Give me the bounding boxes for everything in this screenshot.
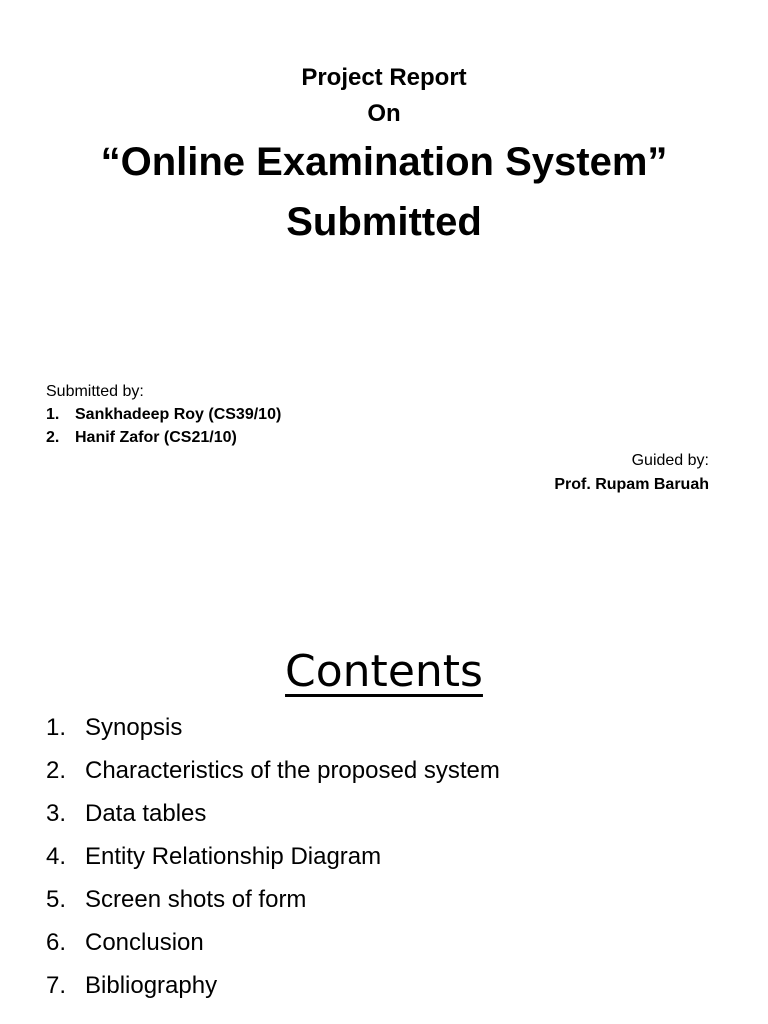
contents-item-data-tables: 3. Data tables [46, 800, 207, 827]
contents-item-screenshots: 5. Screen shots of form [46, 886, 307, 913]
submitted-heading: Submitted [286, 200, 482, 244]
contents-heading: Contents [285, 646, 483, 697]
contents-item-characteristics: 2. Characteristics of the proposed system [46, 757, 500, 784]
member-name: Sankhadeep Roy (CS39/10) [75, 406, 282, 423]
contents-item-er-diagram: 4. Entity Relationship Diagram [46, 843, 382, 870]
submitted-by-label: Submitted by: [46, 383, 144, 400]
member-number: 2. [46, 429, 60, 446]
contents-slide [0, 620, 768, 1024]
report-type-heading: Project Report [301, 64, 467, 91]
report-on-heading: On [367, 100, 401, 127]
contents-list [46, 706, 500, 1007]
member-number: 1. [46, 406, 60, 423]
member-item [46, 406, 281, 424]
guide-name: Prof. Rupam Baruah [554, 476, 709, 493]
member-name: Hanif Zafor (CS21/10) [75, 429, 237, 446]
contents-item-conclusion: 6. Conclusion [46, 929, 204, 956]
member-item [46, 429, 237, 447]
contents-item-synopsis: 1. Synopsis [46, 714, 183, 741]
guided-by-label: Guided by: [631, 452, 709, 469]
contents-item-bibliography: 7. Bibliography [46, 972, 218, 999]
project-title: “Online Examination System” [100, 140, 668, 184]
